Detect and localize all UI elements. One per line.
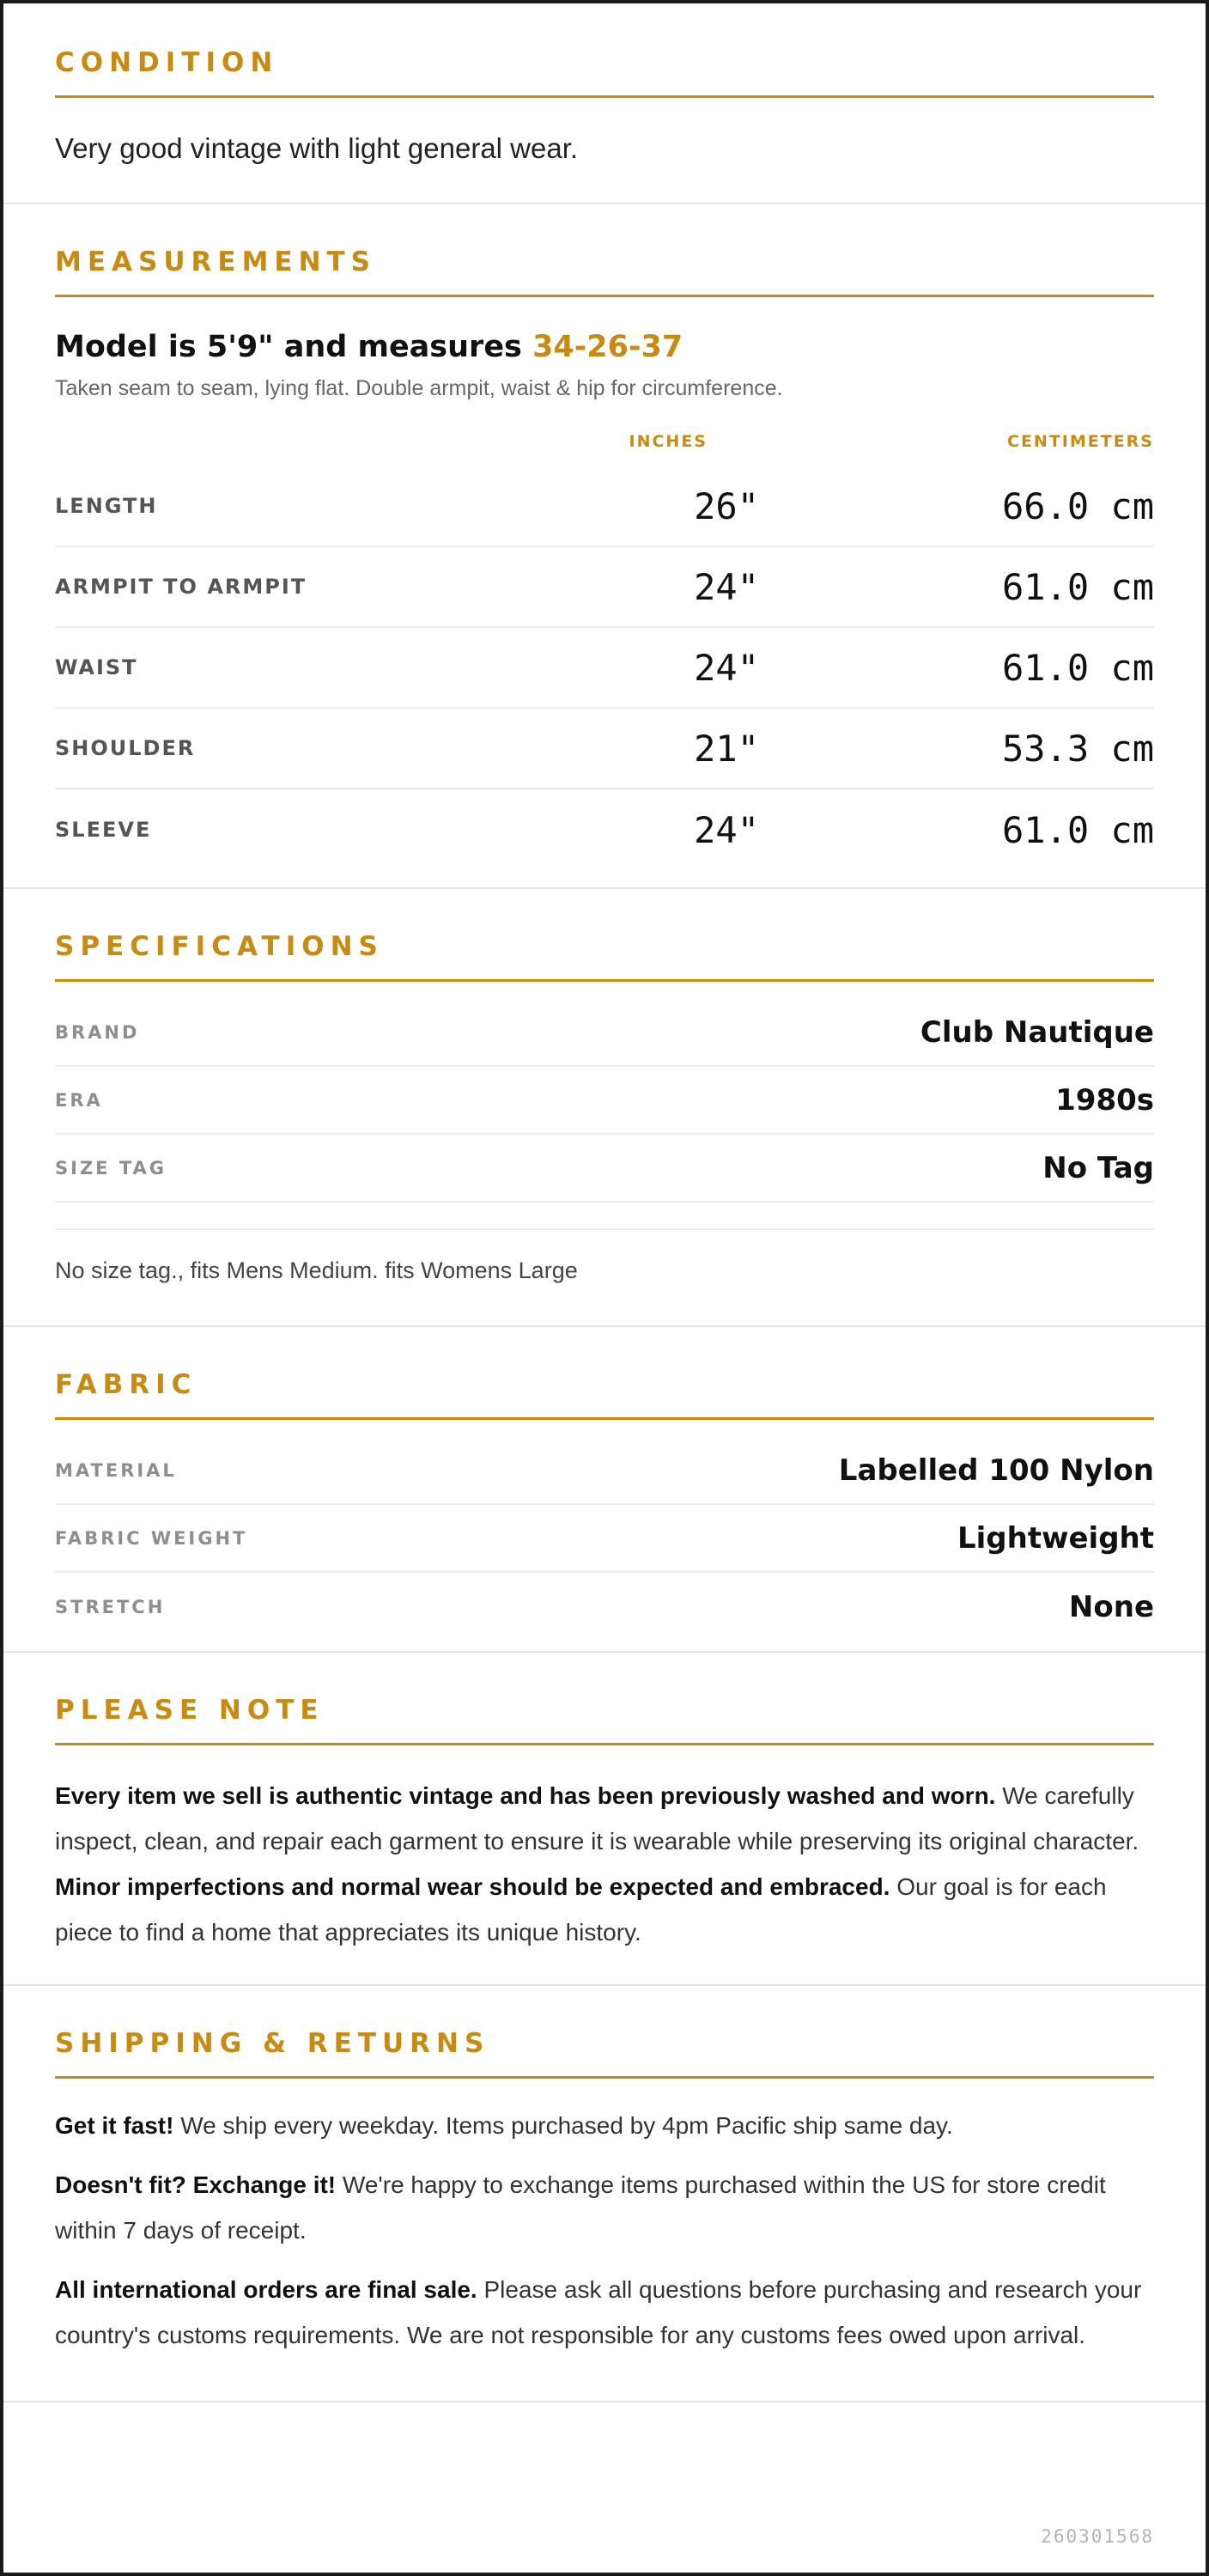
fabric-label: STRETCH [55,1596,166,1617]
shipping-heading: SHIPPING & RETURNS [55,1986,1154,2079]
fabric-value: None [1068,1589,1154,1624]
shipping-text [55,2103,1154,2401]
condition-text: Very good vintage with light general wear. [55,132,579,164]
measurement-row-waist [55,628,1154,709]
fabric-label: MATERIAL [55,1459,177,1481]
condition-heading: CONDITION [55,3,1154,98]
measurement-cm: 66.0 cm [1001,484,1154,527]
measurement-inches: 21" [694,727,759,770]
specifications-list [55,999,1154,1203]
column-header-centimeters: CENTIMETERS [1007,432,1154,451]
note-bold-2: Minor imperfections and normal wear should be expected and embraced. [55,1873,890,1900]
column-header-inches: INCHES [629,432,708,451]
shipping-detail: We ship every weekday. Items purchased by 4pm Pacific ship same day. [173,2112,953,2139]
measurement-label: SLEEVE [55,818,152,842]
spec-label: SIZE TAG [55,1157,167,1178]
fabric-value: Labelled 100 Nylon [838,1452,1154,1488]
specifications-heading: SPECIFICATIONS [55,889,1154,982]
measurement-label: WAIST [55,655,138,679]
fabric-list [55,1437,1154,1651]
measurements-section [3,204,1206,889]
model-measurements-value: 34-26-37 [532,330,683,364]
measurement-inches: 26" [694,484,759,527]
measurements-heading: MEASUREMENTS [55,204,1154,297]
measurement-row-armpit [55,547,1154,628]
shipping-detail: Please ask all questions before purchasing and research your country's customs requirements. We are not responsible for any customs fees owed upon arrival. [55,2276,1142,2348]
product-id-code: 260301568 [1041,2526,1154,2547]
shipping-bold: Get it fast! [55,2112,174,2139]
please-note-section [3,1653,1206,1986]
shipping-paragraph-fast [55,2103,1154,2148]
measurement-label: ARMPIT TO ARMPIT [55,575,307,599]
fabric-heading: FABRIC [55,1327,1154,1420]
shipping-bold: Doesn't fit? Exchange it! [55,2171,337,2198]
condition-section [3,3,1206,204]
model-measurements-prefix: Model is 5'9" and measures [55,330,533,364]
shipping-detail: We're happy to exchange items purchased within the US for store credit within 7 days of receipt. [55,2171,1106,2244]
measurement-row-shoulder [55,709,1154,789]
spec-row-brand [55,999,1154,1067]
measurement-cm: 61.0 cm [1001,808,1154,851]
size-note: No size tag., fits Mens Medium. fits Womens Large [55,1228,1154,1325]
note-text-1: We carefully inspect, clean, and repair each garment to ensure it is wearable while preserving its original character. [55,1782,1139,1854]
spec-value: No Tag [1042,1150,1154,1185]
spec-row-era [55,1067,1154,1135]
measurements-table [55,466,1154,887]
measurements-column-headers [55,432,1154,451]
spec-label: BRAND [55,1021,140,1043]
measurement-inches: 24" [694,808,759,851]
measurement-cm: 53.3 cm [1001,727,1154,770]
measurement-row-length [55,466,1154,547]
measurement-label: LENGTH [55,494,158,518]
please-note-heading: PLEASE NOTE [55,1653,1154,1745]
shipping-bold: All international orders are final sale. [55,2276,477,2303]
measurement-row-sleeve [55,789,1154,870]
note-text-2: Our goal is for each piece to find a home that appreciates its unique history. [55,1873,1107,1946]
shipping-section [3,1986,1206,2402]
shipping-paragraph-international [55,2267,1154,2358]
measurement-cm: 61.0 cm [1001,646,1154,689]
fabric-row-weight [55,1505,1154,1573]
fabric-label: FABRIC WEIGHT [55,1527,248,1549]
spec-row-size-tag [55,1135,1154,1203]
measurement-label: SHOULDER [55,736,196,760]
please-note-text [55,1773,1154,1984]
fabric-row-material [55,1437,1154,1505]
fabric-row-stretch [55,1573,1154,1641]
fabric-section [3,1327,1206,1653]
measurement-cm: 61.0 cm [1001,565,1154,608]
shipping-paragraph-exchange [55,2162,1154,2253]
specifications-section [3,889,1206,1327]
spec-value: Club Nautique [920,1014,1154,1050]
fabric-value: Lightweight [957,1520,1154,1556]
measurements-subtitle: Taken seam to seam, lying flat. Double armpit, waist & hip for circumference. [55,376,783,400]
measurement-inches: 24" [694,646,759,689]
model-measurements [55,330,1154,364]
spec-value: 1980s [1055,1082,1154,1117]
measurement-inches: 24" [694,565,759,608]
spec-label: ERA [55,1089,103,1111]
note-bold-1: Every item we sell is authentic vintage and has been previously washed and worn. [55,1782,996,1809]
